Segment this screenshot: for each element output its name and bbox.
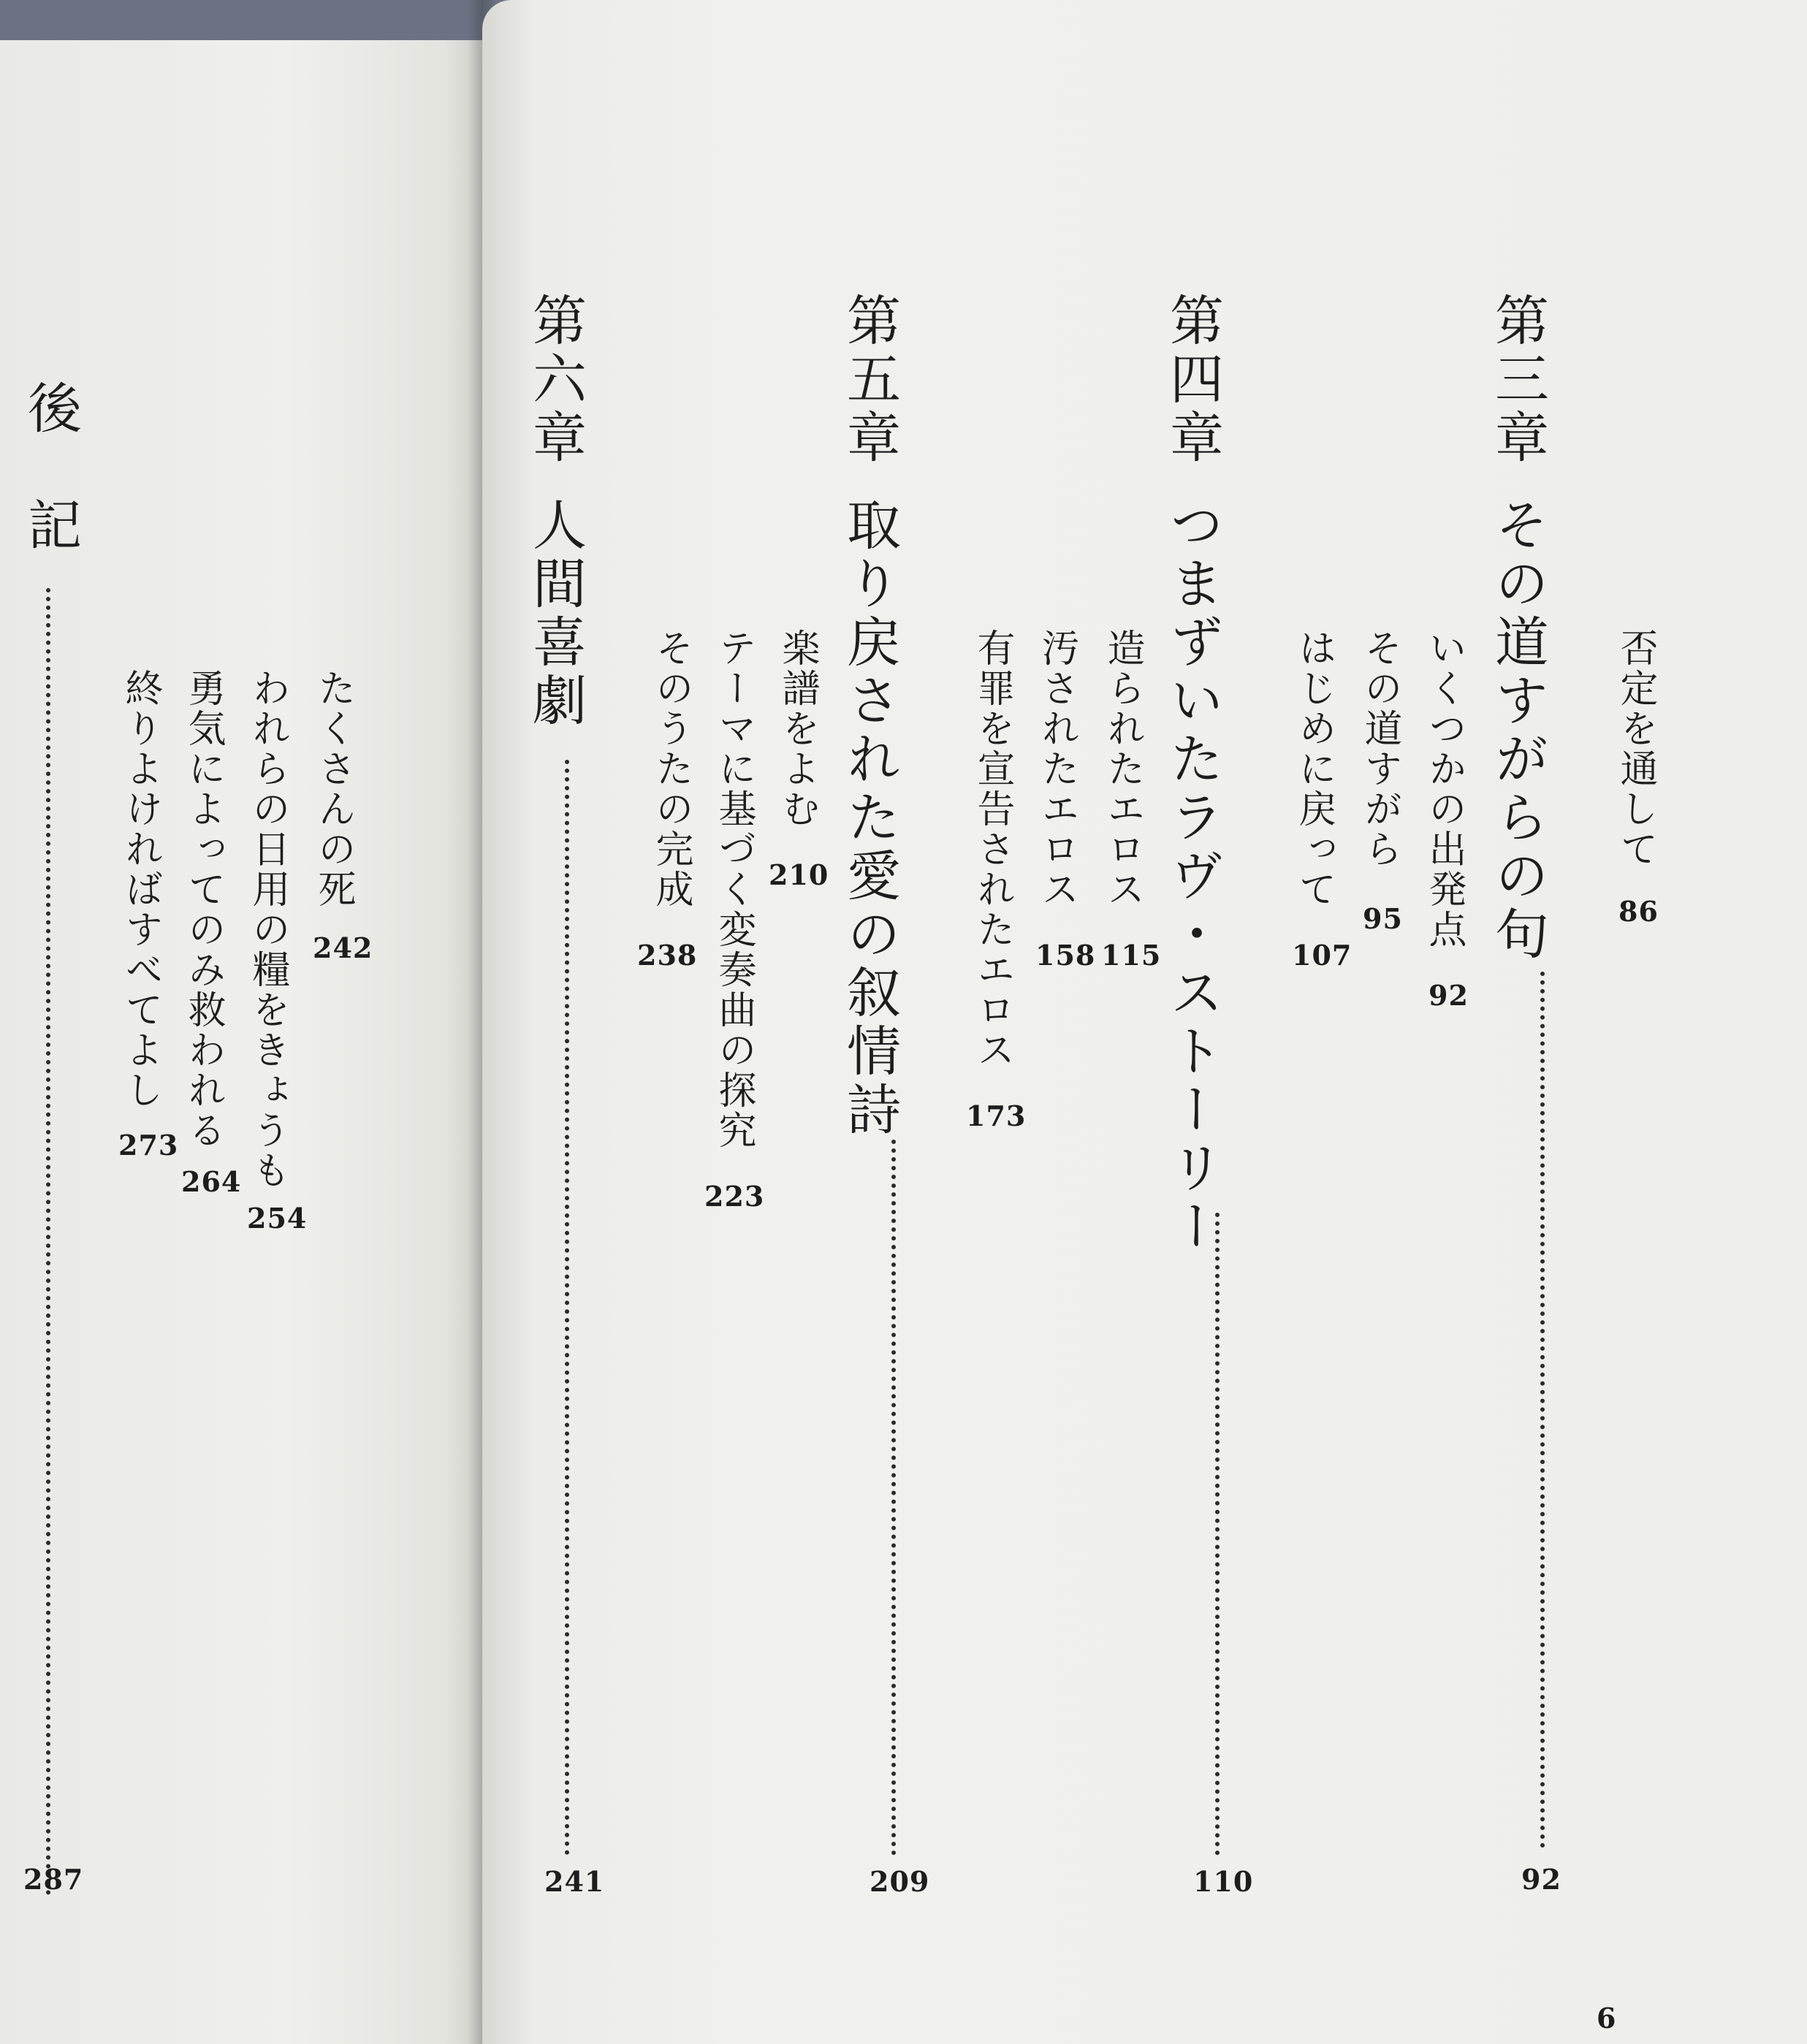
toc-section-title: はじめに戻って xyxy=(1292,628,1336,909)
toc-section-page: 242 xyxy=(313,931,373,964)
chapter-leader-dots xyxy=(565,760,569,1856)
toc-section-title: 汚されたエロス xyxy=(1035,628,1079,909)
toc-section-title: われらの日用の糧をきょうも xyxy=(246,668,289,1191)
toc-section-title: 楽譜をよむ xyxy=(775,628,819,829)
chapter-title xyxy=(1161,292,1224,1256)
chapter-title xyxy=(1486,292,1549,964)
page-number: 6 xyxy=(1597,2002,1616,2035)
toc-section-title: 否定を通して xyxy=(1613,628,1657,869)
toc-section-page: 92 xyxy=(1429,979,1469,1012)
chapter-label: 第六章 xyxy=(524,292,587,468)
toc-section-title: 造られたエロス xyxy=(1100,628,1144,909)
afterword-leader-dots xyxy=(46,588,50,1896)
toc-section-page: 254 xyxy=(247,1202,308,1235)
toc-section-title: そのうたの完成 xyxy=(649,628,693,909)
toc-section-title: いくつかの出発点 xyxy=(1422,628,1466,950)
chapter-name: つまずいたラヴ・ストーリー xyxy=(1161,497,1224,1256)
afterword-title: 後 記 xyxy=(19,380,82,555)
chapter-name: 人間喜劇 xyxy=(524,497,587,731)
toc-section-page: 264 xyxy=(181,1165,242,1198)
toc-section-page: 86 xyxy=(1618,895,1659,928)
chapter-page: 209 xyxy=(870,1865,930,1898)
toc-section-title: 有罪を宣告されたエロス xyxy=(970,628,1014,1070)
toc-section-page: 115 xyxy=(1101,939,1162,972)
toc-section-page: 223 xyxy=(704,1180,765,1213)
toc-section-page: 158 xyxy=(1035,939,1096,972)
chapter-page: 92 xyxy=(1521,1863,1561,1896)
toc-section-title: その道すがら xyxy=(1358,628,1401,869)
toc-section-page: 273 xyxy=(118,1129,179,1162)
toc-section-title: テーマに基づく変奏曲の探究 xyxy=(712,628,756,1151)
afterword-page: 287 xyxy=(23,1863,84,1896)
chapter-name: 取り戻された愛の叙情詩 xyxy=(838,497,901,1140)
left-page xyxy=(0,40,482,2044)
toc-section-title: 終りよければすべてよし xyxy=(118,668,162,1110)
chapter-label: 第四章 xyxy=(1161,292,1224,468)
chapter-label: 第五章 xyxy=(838,292,901,468)
chapter-page: 241 xyxy=(544,1865,605,1898)
toc-section-page: 238 xyxy=(637,939,698,972)
chapter-leader-dots xyxy=(891,1140,896,1856)
right-page xyxy=(482,0,1807,2044)
chapter-page: 110 xyxy=(1193,1865,1254,1898)
toc-section-title: 勇気によってのみ救われる xyxy=(181,668,225,1151)
chapter-leader-dots xyxy=(1540,972,1545,1848)
chapter-label: 第三章 xyxy=(1486,292,1549,468)
toc-section-page: 95 xyxy=(1363,902,1403,935)
toc-section-title: たくさんの死 xyxy=(311,668,355,909)
chapter-title xyxy=(838,292,901,1140)
toc-section-page: 210 xyxy=(769,858,829,891)
chapter-leader-dots xyxy=(1215,1213,1220,1856)
chapter-title xyxy=(524,292,587,731)
chapter-name: その道すがらの句 xyxy=(1486,497,1549,964)
toc-section-page: 107 xyxy=(1292,939,1353,972)
toc-section-page: 173 xyxy=(966,1099,1027,1132)
